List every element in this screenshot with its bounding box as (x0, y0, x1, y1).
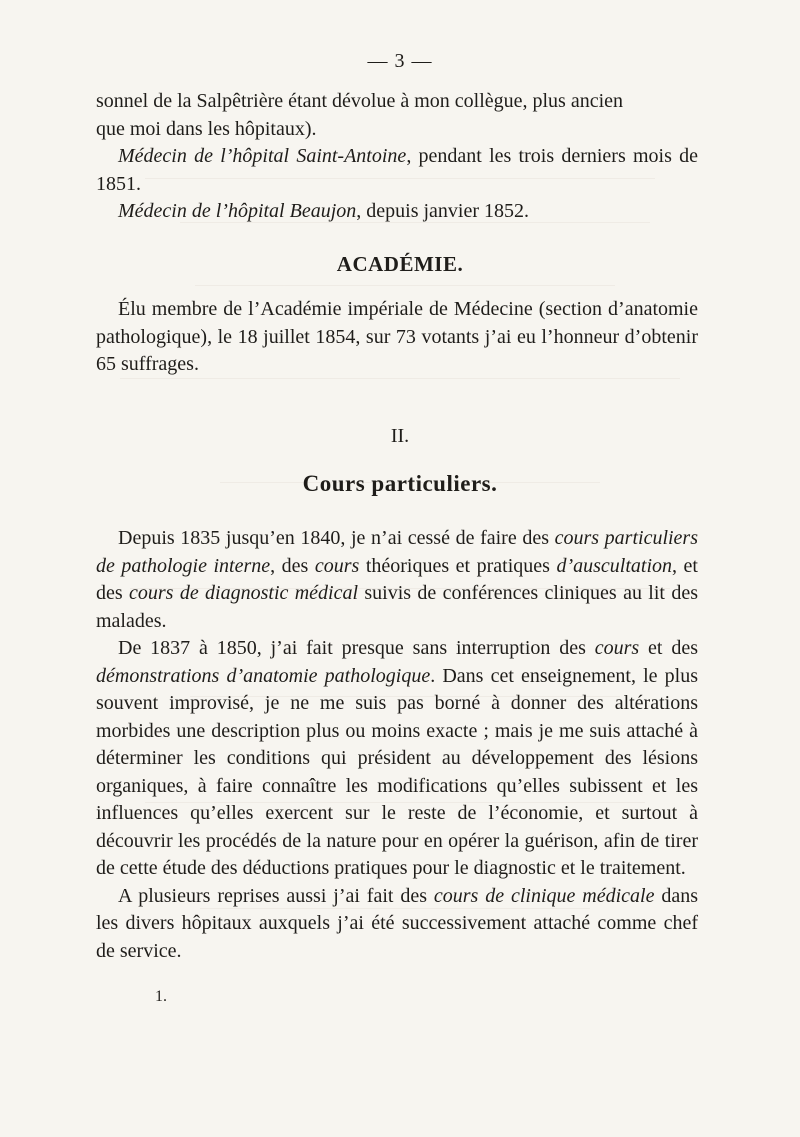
main-text (96, 525, 698, 965)
paragraph-3 (96, 883, 698, 966)
paragraph-2-italic-2: démonstrations d’anatomie pathologique (96, 664, 431, 687)
paragraph-2-text-1: De 1837 à 1850, j’ai fait presque sans interruption des (118, 637, 595, 659)
paragraph-2-text-2: et des (639, 637, 698, 659)
hospital-title-beaujon: Médecin de l’hôpital Beaujon (118, 200, 357, 222)
paragraph-2 (96, 635, 698, 883)
opening-line-2: que moi dans les hôpitaux). (96, 117, 317, 140)
paragraph-1-italic-2: cours (314, 554, 360, 577)
paragraph-1-italic-1: cours particuliers de pathologie interne (96, 527, 698, 577)
paragraph-2-text-3: . Dans cet enseignement, le plus souvent improvisé, je ne me suis pas borné à donner des altérations morbides une description plus ou moins exacte ; mais je me suis attaché à déterminer les conditions qui président au développement des lésions organiques, à faire connaître les modifications qu’elles subissent et les influences qu’elles exercent sur le reste de l’économie, et surtout à découvrir les procédés de la nature pour en opérer la guérison, afin de tirer de cette étude des déductions pratiques pour le diagnostic et le traitement. (96, 664, 698, 879)
paragraph-1-text-3: théoriques et pratiques (359, 554, 557, 577)
academie-paragraph: Élu membre de l’Académie impériale de Médecine (section d’anatomie pathologique), le 18 juillet 1854, sur 73 votants j’ai eu l’honneur d’obtenir 65 suffrages. (96, 298, 698, 375)
paragraph-1-text-4: , et des (96, 554, 698, 604)
hospital-entry-beaujon (96, 198, 698, 226)
academie-heading: ACADÉMIE. (336, 252, 464, 276)
section-number: II. (390, 425, 410, 447)
paragraph-3-text-2: dans les divers hôpitaux auxquels j’ai été successivement attaché comme chef de service. (96, 884, 698, 962)
paragraph-1 (96, 525, 698, 635)
paragraph-1-italic-3: d’auscultation (556, 554, 673, 577)
cours-particuliers-heading: Cours particuliers. (302, 471, 498, 496)
paragraph-1-text-1: Depuis 1835 jusqu’en 1840, je n’ai cessé de faire des (118, 527, 555, 549)
hospital-title-saint-antoine: Médecin de l’hôpital Saint-Antoine (118, 145, 407, 167)
opening-text (96, 88, 698, 226)
signature-mark: 1. (155, 988, 167, 1005)
hospital-rest-beaujon: , depuis janvier 1852. (356, 200, 530, 222)
page-number: — 3 — (367, 50, 433, 72)
paragraph-1-text-2: , des (270, 554, 315, 577)
hospital-rest-saint-antoine: , pendant les trois derniers mois de 1851. (96, 145, 699, 195)
opening-line-1: sonnel de la Salpêtrière étant dévolue à mon collègue, plus ancien (96, 90, 624, 112)
paragraph-3-text-1: A plusieurs reprises aussi j’ai fait des (118, 884, 434, 907)
hospital-entry-saint-antoine (96, 143, 698, 198)
paragraph-2-italic-1: cours (594, 637, 640, 659)
paragraph-3-italic-1: cours de clinique médicale (433, 884, 655, 907)
academie-text (96, 296, 698, 379)
paragraph-1-italic-4: cours de diagnostic médical (129, 582, 359, 604)
paragraph-1-text-5: suivis de conférences cliniques au lit des malades. (96, 582, 698, 632)
